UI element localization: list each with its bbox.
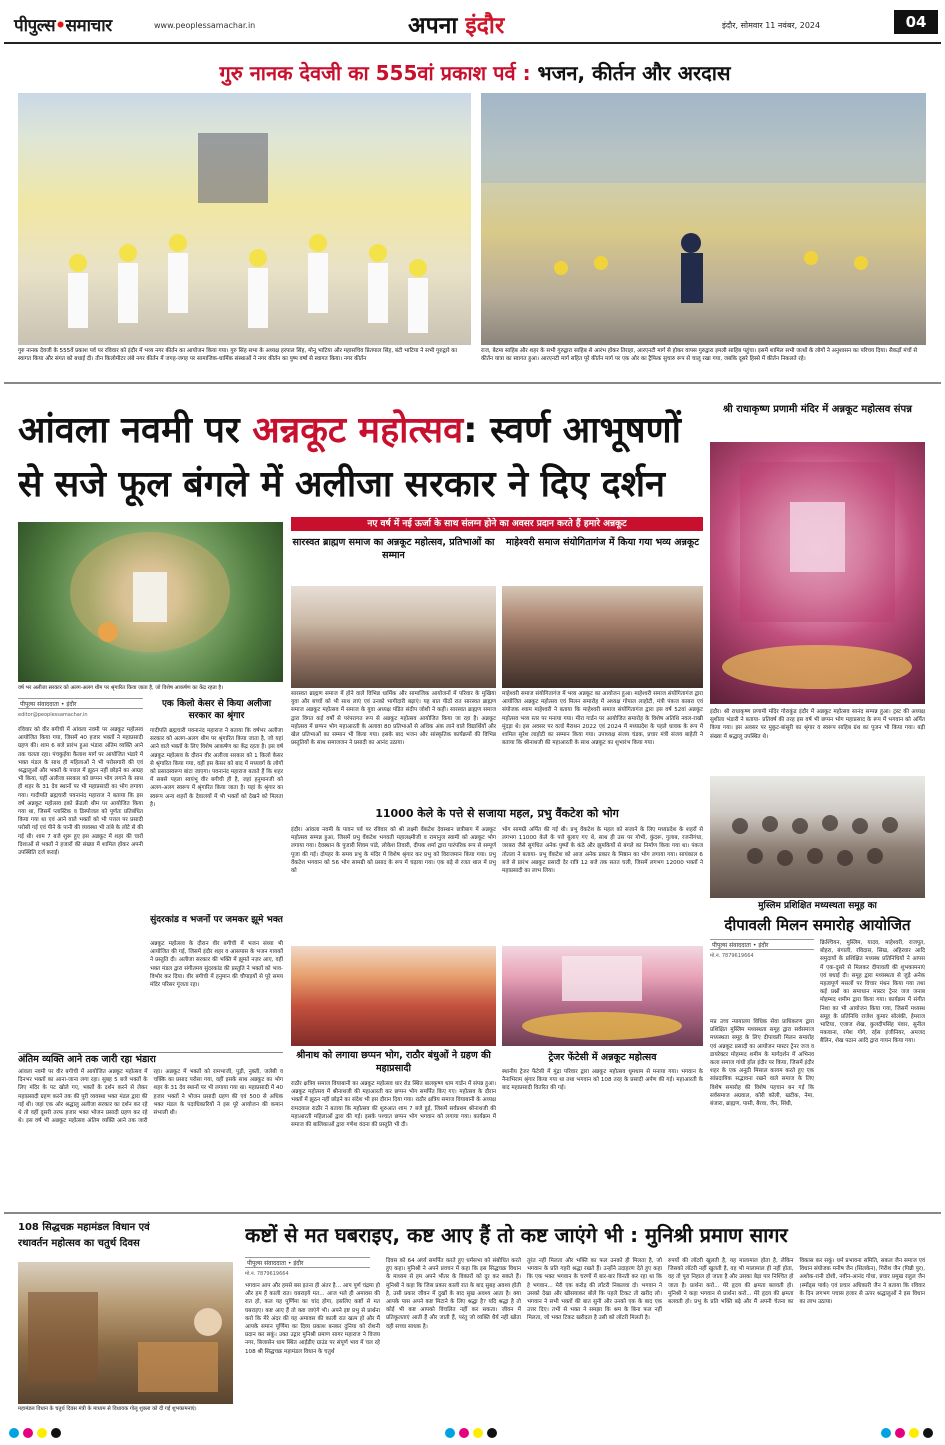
banana-body-2: भोग सामग्री अर्पित की गई थी। प्रभु वेंकटेश के महल को सजाने के लिए मध्यप्रदेश के शहरों से लगभग 11000 केले के पत्ते बुलाए गए थे, साथ ही उस पर गोभी, कुंदरू, गुलाब, रजनीगंधा, जरबरा जैसे सुगंधित अनेक पुष्पों के कंठे और झुमकियों से बंगले का निर्माण किया गया था। पंकज तोतला ने बताया- प्रभु वेंकटेश को आज अनेक प्रकार के मिष्ठान का भोग लगाया गया। सायंकाल 6 बजे से प्रारंभ अन्नकूट प्रसादी देर रात्रि 12 बजे तक सतत चली, जिसमें लगभग 12000 भक्तों ने महाप्रसादी का लाभ लिया। (502, 827, 703, 875)
muslim-byline: पीपुल्स संवाददाता • इंदौर (710, 939, 814, 950)
maheshwari-body: माहेश्वरी समाज संयोगितागंज में भव्य अन्नकूट का आयोजन हुआ। माहेश्वरी समाज संयोगितागंज द्वारा आयोजित अन्नकूट महोत्सव एवं मिलन समारोह में अध्यक्ष गोपाल लाहोटी, मंत्री पंकज काबरा एवं संयोजक श्याम माहेश्वरी ने बताया कि माहेश्वरी समाज संयोगितागंज द्वारा इस वर्ष 52वां अन्नकूट महोत्सव भव्य स्तर पर मनाया गया। मीरा गार्डन पर आयोजित समारोह के विशेष अतिथि नवल-राखी मूंदड़ा थे। इस अवसर पर वर्ल्ड मैराथन 2022 एवं 2024 में मध्यप्रदेश के पहले धावक के रूप में शामिल सुरेश लाहोटी का सम्मान किया गया। उपाध्यक्ष संजय चंडक, प्रचार मंत्री संजय बाहेती ने बताया कि श्रीनाथजी की महाआरती के साथ अन्नकूट का शुभारंभ किया गया। (502, 691, 703, 747)
newspaper-logo[interactable]: पीपुल्स•समाचार (14, 16, 112, 36)
jain-phone: मो.नं. 7879619664 (245, 1271, 289, 1277)
jain-big-headline: कष्टों से मत घबराइए, कष्ट आए हैं तो कष्ट जाएंगे भी : मुनिश्री प्रमाण सागर (245, 1223, 788, 1247)
alija-sarkar-photo (18, 522, 283, 682)
jain-vidhan-photo (18, 1262, 233, 1404)
page-number: 04 (894, 10, 938, 34)
divider (4, 382, 941, 384)
jain-headline-2: रथावर्तन महोत्सव का चतुर्थ दिवस (18, 1238, 140, 1249)
radhakrishna-photo (710, 442, 925, 704)
radhakrishna-headline: श्री राधाकृष्ण प्रणामी मंदिर में अन्नकूट महोत्सव संपन्न (723, 404, 912, 415)
body-bhandara: आंवला नवमी पर वीर बगीची में आयोजित अन्नकूट महोत्सव में दिनभर भक्तों का आना-जाना लगा रहा। सुबह 5 बजे भक्तों के लिए मंदिर के पट खोले गए, भक्तों के दर्शन करने से लेकर महाप्रसादी ग्रहण करने तक की पूरी व्यवस्था भक्त मंडल द्वारा की गई थी। जहां एक ओर श्रद्धालु अलीजा सरकार का दर्शन कर रहे थे तो वहीं दूसरी तरफ हजार भक्त भोजन प्रसादी ग्रहण कर रहे थे। इस वर्ष भी अन्नकूट महोत्सव अंतिम व्यक्ति आने तक जारी रहा। अन्नकूट में भक्तों को रामभाजी, पुड़ी, नुक्ती, जलेबी व चक्कि का प्रसाद परोसा गया, वहीं इसके साथ अन्नकूट का भोग शहर के 31 देव स्थानों पर भी लगाया गया था। महाप्रसादी में 40 हजार भक्तों ने भोजन प्रसादी ग्रहण की एवं 500 से अधिक भक्त मंडल के पदाधिकारियों ने इस पूरे आयोजन की कमान संभाली थी। (18, 1069, 283, 1125)
main-headline-line-2: से सजे फूल बंगले में अलीजा सरकार ने दिए दर्शन (18, 464, 666, 505)
saraswat-headline: सारस्वत ब्राह्मण समाज का अन्नकूट महोत्सव, प्रतिभाओं का सम्मान (292, 537, 495, 561)
temple-altar-illustration (710, 442, 925, 704)
muslim-body-1: मप्र उच्च न्यायालय विधिक सेवा प्राधिकरण द्वारा प्रशिक्षित मुस्लिम मध्यस्थता समूह द्वारा सर्वसमाज मध्यस्थता समूह के लिए दीपावली मिलन समारोह एवं अन्नकूट प्रसादी का आयोजन मास्टर ट्रेनर जज व डायरेक्टर मोहम्मद शमीम के मार्गदर्शन में अभिनव कला समाज गांधी हॉल इंदौर पर किया, जिसमें इंदौर शहर के एक अनूठी मिसाल कायम करते हुए एक सांप्रदायिक सद्भावना रखने वाले समाज के लिए विशेष समारोह की विशेष पहचान बन गई कि सर्वसमाज अग्रवाल, कोरी कोली, खटीक, नेमा, बंजारा, ब्राह्मण, पासी, बैरवा, जैन, सिंधी, (710, 1019, 814, 1108)
nagar-kirtan-photo-2 (481, 93, 926, 345)
section-title: अपना इंदौर (408, 13, 505, 39)
jain-body-4: रुपयों की लॉटरी खुलती है, यह मालामाल होता है, लेकिन जिसको लॉटरी नहीं खुलती है, वह भी मालामाल ही नहीं होता, वह तो पूरा निहाल हो जाता है और उसका बेड़ा पार निश्चित हो जाता है। प्रार्थना करो... मेरे हृदय की क्षमता बलवती हो। मुनिश्री ने कहा भगवान से प्रार्थना करो... मेरे हृदय की क्षमता बलवती हो। प्रभु के प्रति भक्ति बढ़े और मैं अपनी चेतना का विकास कर सकूं। धर्म प्रभावना समिति, सकल जैन समाज एवं विधान संयोजक मनीष जैन (सिलकेन), गिरीश जैन (पिन्नी पुर), अशोक-रानी दोशी, नवीन-आनंद गोधा, प्रचार प्रमुख राहुल जैन (स्मोंड्स पार्क) एवं प्रचार अधिकारी जैन ने बताया कि रविवार के दिन लगभग पचास हजार से ऊपर श्रद्धालुओं ने इस विधान का लाभ उठाया। (668, 1258, 925, 1306)
saraswat-photo (291, 586, 496, 688)
guru-nanak-headline: गुरु नानक देवजी का 555वां प्रकाश पर्व : भजन, कीर्तन और अरदास (219, 61, 731, 85)
guru-nanak-caption-left: गुरु नानक देवजी के 555वें प्रकाश पर्व पर रविवार को इंदौर में भव्य नगर कीर्तन का आयोजन किया गया। गुरु सिंह सभा के अध्यक्ष हरपाल सिंह, मोनू भाटिया और महासचिव प्रितपाल सिंह, बंटी भाटिया ने सभी गुरुद्वारे का स्वागत किया और संगत को बधाई दी। तीन किलोमीटर लंबे नगर कीर्तन में जगह-जगह पर सामाजिक-धार्मिक संस्थाओं ने नगर कीर्तन का पुष्प वर्षा से स्वागत किया। नगर कीर्तन (18, 348, 458, 362)
main-byline-email[interactable]: editor@peoplessamachar.in (18, 712, 88, 718)
gatka-illustration (481, 93, 926, 345)
treasure-headline: ट्रेजर फेंटेसी में अन्नकूट महोत्सव (548, 1052, 657, 1063)
muslim-headline-1: मुस्लिम प्रशिक्षित मध्यस्थता समूह का (758, 901, 877, 911)
site-url[interactable]: www.peoplessamachar.in (154, 21, 256, 30)
maheshwari-headline: माहेश्वरी समाज संयोगितागंज में किया गया भव्य अन्नकूट (505, 537, 699, 548)
treasure-photo (502, 946, 703, 1046)
subhead-kesar: एक किलो केसर से किया अलीजा सरकार का श्रृंगार (161, 699, 272, 721)
maheshwari-photo (502, 586, 703, 688)
muslim-body-2: क्रिश्चियन, मुस्लिम, यादव, माहेश्वरी, राजपूत, बोहरा, बंगाली, रविदास, सिख, अहिरवार आदि समुदायों के प्रशिक्षित मध्यस्थ प्रतिनिधियों ने आपस में एक-दूसरे से मिलकर दीपावली की शुभकामनाएं एवं बधाई दी। समूह द्वारा मध्यस्थता से जुड़े अनेक महत्वपूर्ण मसलों पर विचार मंथन किया गया तथा कई प्रश्नों का समाधान मास्टर ट्रेनर जज जनाब मोहम्मद शमीम द्वारा किया गया। कार्यक्रम में संगीत निशा का भी आयोजन किया गया, जिसमें मध्यस्थ समूह के प्रतिनिधि राजेश कुमार सोलंकी, हेमराज भाटिया, एजाज शेख, कुलदीपसिंह पंवार, सुनील मकवाना, रमेश गोगे, रईस इंजीनियर, अमजद बैलिन, शेख पठान आदि द्वारा गायन किया गया। (820, 940, 925, 1045)
print-color-strip (6, 1425, 939, 1439)
guru-nanak-caption-right: राज, बेटमा साहिब और शहर के सभी गुरुद्वारा साहिब से आरंभ होकर तिराहा, आरएनटी मार्ग से होकर वापस गुरुद्वारा इमली साहिब पहुंचा। इसमें शामिल सभी जत्थों के लोगों ने अनुशासन का परिचय दिया। सैकड़ों मंचों से कीर्तन यात्रा का स्वागत हुआ। आरएनटी मार्ग सहित पूरे कीर्तन मार्ग पर एक ओर का ट्रैफिक सुचारु रूप से चालू रखा गया, जबकि दूसरे हिस्से में कीर्तन निकलते रहे। (481, 348, 918, 362)
bhog-illustration (502, 946, 703, 1046)
subhead-sundarkand: सुंदरकांड व भजनों पर जमकर झूमे भक्त (150, 915, 283, 925)
shrinath-body: राठौर क्षत्रिय समाज वियाबानी का अन्नकूट महोत्सव धार रोड स्थित बालकृष्ण धाम गार्डन में संपन्न हुआ। अन्नकूट महोत्सव में श्रीनाथजी की महाआरती कर छप्पन भोग समर्पित किए गए। महोत्सव के दौरान भक्तों में झूठन नहीं छोड़ने का संदेश भी इस दौरान दिया गया। राठौर क्षत्रिय समाज वियाबानी के अध्यक्ष रामदयाल राठौर ने बताया कि महोत्सव की शुरुआत शाम 7 बजे हुई, जिसमें सर्वप्रथम श्रीनाथजी की महाआरती महिलाओं द्वारा की गई। इसके पश्चात छप्पन भोग भगवान को लगाया गया। कार्यक्रम में समाज की बालिकाओं द्वारा गणेश वंदना की प्रस्तुति भी दी। (291, 1081, 496, 1129)
issue-date: इंदौर, सोमवार 11 नवंबर, 2024 (722, 21, 821, 30)
nagar-kirtan-photo-1 (18, 93, 471, 345)
jain-body-1: भगवान आप और हमसे बस इतना ही अंतर है... आप पूर्ण चंद्रमा हो और हम हैं काली रात। घबराइये मत... आज भले ही अमावस की रात हो, कल यह पूर्णिमा का चांद होगा, इसलिए कष्टों से मत घबराइए। कष्ट आए हैं तो कष्ट जाएंगे भी। अपने इष्ट प्रभु से प्रार्थना करो कि मेरे अंदर की यह अमावस की काली रात खत्म हो और मैं आपके समान पूर्णिमा का दिव्य प्रकाश बनकर दुनिया को रोशनी प्रदान कर सकूं। उक्त उद्गार मुनिश्री प्रमाण सागर महाराज ने विजय नगर, बिजासेन धाम स्थित आईडीए ग्राउंड पर संपूर्ण भाव में चल रहे 108 श्री सिद्धचक्र महामंडल विधान के चतुर्थ (245, 1283, 380, 1355)
annakut-banner: नए वर्ष में नई ऊर्जा के साथ संलग्न होने का अवसर प्रदान करते हैं हमारे अन्नकूट (291, 517, 703, 531)
radhakrishna-body: इंदौर। श्री राधाकृष्ण प्रणामी मंदिर गोराकुंड इंदौर में अन्नकूट महोत्सव सानंद सम्पन्न हुआ। ट्रस्ट की अध्यक्ष सुशीला भंडारी ने बताया- प्रतिवर्ष की तरह इस वर्ष भी छप्पन भोग महाप्रसाद के रूप में भगवान को अर्पित किया गया। इस अवसर पर मुकुट-बांसुरी का श्रृंगार व स्वरूप साहिब ग्रंथ का पूजन भी किया गया। बड़ी संख्या में श्रद्धालु उपस्थित थे। (710, 709, 925, 740)
registration-marks (6, 1426, 939, 1439)
shrinath-photo (291, 946, 496, 1046)
jain-byline: पीपुल्स संवाददाता • इंदौर (245, 1257, 370, 1268)
main-headline-line-1: आंवला नवमी पर अन्नकूट महोत्सव: स्वर्ण आभूषणों (18, 410, 681, 451)
jain-headline-1: 108 सिद्धचक्र महामंडल विधान एवं (18, 1222, 150, 1233)
temple-decor-illustration (18, 522, 283, 682)
body-sundarkand: अन्नकूट महोत्सव के दौरान वीर बगीची में भजन संध्या भी आयोजित की गई, जिसमें इंदौर शहर व आसपास के भजन गायकों ने प्रस्तुति दी। अलीजा सरकार की भक्ति में झूमते नज़र आए, वहीं भक्त मंडल द्वारा संगीतमय सुंदरकांड की प्रस्तुति ने भक्तों को भाव-विभोर कर दिया। वीर बगीची में हनुमान की चौपाइयों से पूरे समय मंदिर परिसर गूंजता रहा। (150, 941, 283, 989)
body-kesar: गादीपति ब्रह्मचारी पवनानंद महाराज ने बताया कि वर्षभर अलीजा सरकार को अलग-अलग थीम पर श्रृंगारित किया जाता है, जो यहां आने वाले भक्तों के लिए विशेष आकर्षण का केंद्र रहता है। इस वर्ष अन्नकूट महोत्सव के दौरान वीर अलीजा सरकार को 1 किलो केसर से श्रृंगारित किया गया, वहीं इस केसर को बाद में मध्यवर्ग के लोगों को प्रसादस्वरूप बांटा जाएगा। पवनानंद महाराज बताते हैं कि शहर में सबसे पहला स्वयंभू वीर बगीची ही है, जहां हनुमानजी को अलग-अलग स्वरूप में श्रृंगारित किया जाता है। यहां के श्रृंगार का स्वरूप अन्य शहरों के देवालयों में भी भक्तों को देखने को मिलता है। (150, 728, 283, 808)
group-photo-illustration (710, 776, 925, 898)
vidhan-illustration (18, 1262, 233, 1404)
procession-illustration (18, 93, 471, 345)
treasure-body: स्थानीय ट्रेजर फेंटेसी में मुंद्रा परिवार द्वारा अन्नकूट महोत्सव धूमधाम से मनाया गया। भगवान के नैनाभिराम श्रृंगार किया गया था तथा भगवान को 108 तरह के प्रसादी अर्पण की गई। महाआरती के बाद महाप्रसादी वितरित की गई। (502, 1069, 703, 1092)
banana-headline: 11000 केले के पत्ते से सजाया महल, प्रभु वैंकटेश को भोग (375, 807, 619, 820)
main-body: रविवार को वीर बगीची में आंवला नवमी पर अन्नकूट महोत्सव आयोजित किया गया, जिसमें 40 हजार भक्तों ने महाप्रसादी ग्रहण की। शाम 6 बजे प्रारंभ हुआ भंडारा अंतिम व्यक्ति आने तक चलता रहा। पंचकुईया कैलाश मार्ग पर आयोजित भंडारे में भक्त मंडल के साथ ही महिलाओं ने भी परोसगारी की एवं श्रद्धालुओं और भक्तों के पत्तल में झूठन नहीं छोड़ने का आग्रह भी किया, यहीं अलीजा सरकार को छप्पन भोग लगाने के साथ ही शहर के 31 देव स्थानों पर भी महाप्रसादी का भोग लगाया गया। गादीपति ब्रह्मचारी पवनानंद महाराज ने बताया कि इस वर्ष अन्नकूट महोत्सव इको फ्रेंडली थीम पर आयोजित किया गया था, जिसमें प्लास्टिक व डिस्पोजल को पूर्णतः प्रतिबंधित किया गया था एवं आने वाले भक्तों को भी पत्तल पर प्रसादी परोसी गई एवं पीने के पानी की व्यवस्था भी तांबे के लोटे से की गई थी। शाम 7 बजे शुरू हुए इस अन्नकूट में शहर की चारों दिशाओं से भक्तों ने हजारों की संख्या में शामिल होकर अपनी उपस्थिति दर्ज कराई। (18, 727, 143, 857)
divider (4, 1212, 941, 1214)
saraswat-body: सारस्वत ब्राह्मण समाज में होने वाले विभिन्न धार्मिक और सामाजिक आयोजनों में परिवार के मुखिया युवा और बच्चों को भी साथ लाएं एवं उनको भागीदारी बढ़ाएं। यह बात पीठों रात सारस्वत ब्राह्मण समाज अन्नकूट महोत्सव में समाज के युवा अध्यक्ष पंडित संदीप जोशी ने कही। सारस्वत ब्राह्मण समाज द्वारा विगत कई वर्षों से परंपरागत रूप से अन्नकूट महोत्सव आयोजित किया जा रहा है। अन्नकूट महोत्सव में छप्पन भोग महाआरती के अलावा 80 प्रतिभाओं से अधिक अंक लाने वाले विद्यार्थियों और खेल प्रतिभाओं का सम्मान भी किया गया। इसके बाद भजन और सांस्कृतिक कार्यक्रमों की विभिन्न प्रस्तुतियों के साथ समाजजन ने प्रसादी का आनंद उठाया। (291, 691, 496, 747)
main-byline: पीपुल्स संवाददाता • इंदौर (18, 698, 143, 709)
jain-photo-caption: महामंडल विधान के चतुर्थ दिवस मंत्री के माध्यम से विधायक गोलू शुक्ला को दी गई शुभकामनाएं। (18, 1406, 197, 1412)
muslim-phone: मो.नं. 7879619664 (710, 953, 754, 959)
main-photo-caption: वर्ष भर अलीजा सरकार को अलग-अलग थीम पर श्रृंगारित किया जाता है, जो विशेष आकर्षण का केंद्र रहता है। (18, 685, 224, 691)
masthead (4, 4, 941, 44)
muslim-group-photo (710, 776, 925, 898)
jain-body-3: तुरंत नहीं मिलता और भक्ति का फल उनको ही मिलता है, जो भगवान के प्रति गहरी श्रद्धा रखते हैं। उन्होंने उदाहरण देते हुए कहा कि एक भक्त भगवान के चरणों में बार-बार विनती कर रहा था कि हे भगवान... मेरी एक करोड़ की लॉटरी निकलवा दो। भगवान ने उसको देखा और खीसयाकर बोले कि पहले टिकट तो खरीद लो। भगवान ने सभी भक्तों की बात सुनी और उनको एक के बाद एक उत्तर दिए। तभी से भक्त ने समझा कि श्रम के बिना फल नहीं मिलता, जो भक्त टिकट खरीदता है उसी को लॉटरी मिलती है। (527, 1258, 662, 1322)
jain-body-2: दिवस को 64 अर्घ्य समर्पित करते हुए धर्मसभा को संबोधित करते हुए कहा। मुनिश्री ने अपने प्रवचन में कहा कि इस सिद्धचक्र विधान के माध्यम से हम अपने भीतर के विकारों को दूर कर सकते हैं। मुनिश्री ने कहा कि जिस प्रकार काली रात के बाद सुबह अवश्य होती है, उसी प्रकार जीवन में दुखों के बाद सुख अवश्य आता है। क्या आपके पास अपने कष्ट मिटाने के लिए श्रद्धा है? यदि श्रद्धा है तो कोई भी कष्ट आपको विचलित नहीं कर सकता। जीवन में प्रतिकूलताएं आती हैं और जाती हैं, परंतु जो व्यक्ति धैर्य नहीं खोता वही सच्चा साधक है। (386, 1258, 521, 1330)
subhead-bhandara: अंतिम व्यक्ति आने तक जारी रहा भंडारा (18, 1052, 283, 1066)
shrinath-headline: श्रीनाथ को लगाया छप्पन भोग, राठौर बंधुओं ने ग्रहण की महाप्रसादी (296, 1050, 491, 1074)
banana-body-1: इंदौर। आंवला नवमी के पावन पर्व पर रविवार को श्री लक्ष्मी वेंकटेश देवस्थान छत्रीबाग में अन्नकूट महोत्सव सम्पन्न हुआ, जिसमें प्रभु वेंकटेश भगवती महालक्ष्मीजी व रामानुज स्वामी को अन्नकूट भोग लगाया गया। देवस्थान के पुजारी शिवम पांडे, लोकेश तिवारी, दीपक शर्मा द्वारा पारंपरिक रूप से सम्पूर्ण पूजा की गई। दोपहर के समय प्रभु के मंदिर में विशेष श्रृंगार कर प्रभु को विराजमान किया गया। प्रभु वेंकटेश भगवान को 56 भोग सामग्री को प्रसाद के रूप में चढ़ाया गया। एक बड़े से रजत थाल में प्रभु को (291, 827, 496, 875)
muslim-headline-2: दीपावली मिलन समारोह आयोजित (724, 916, 911, 934)
